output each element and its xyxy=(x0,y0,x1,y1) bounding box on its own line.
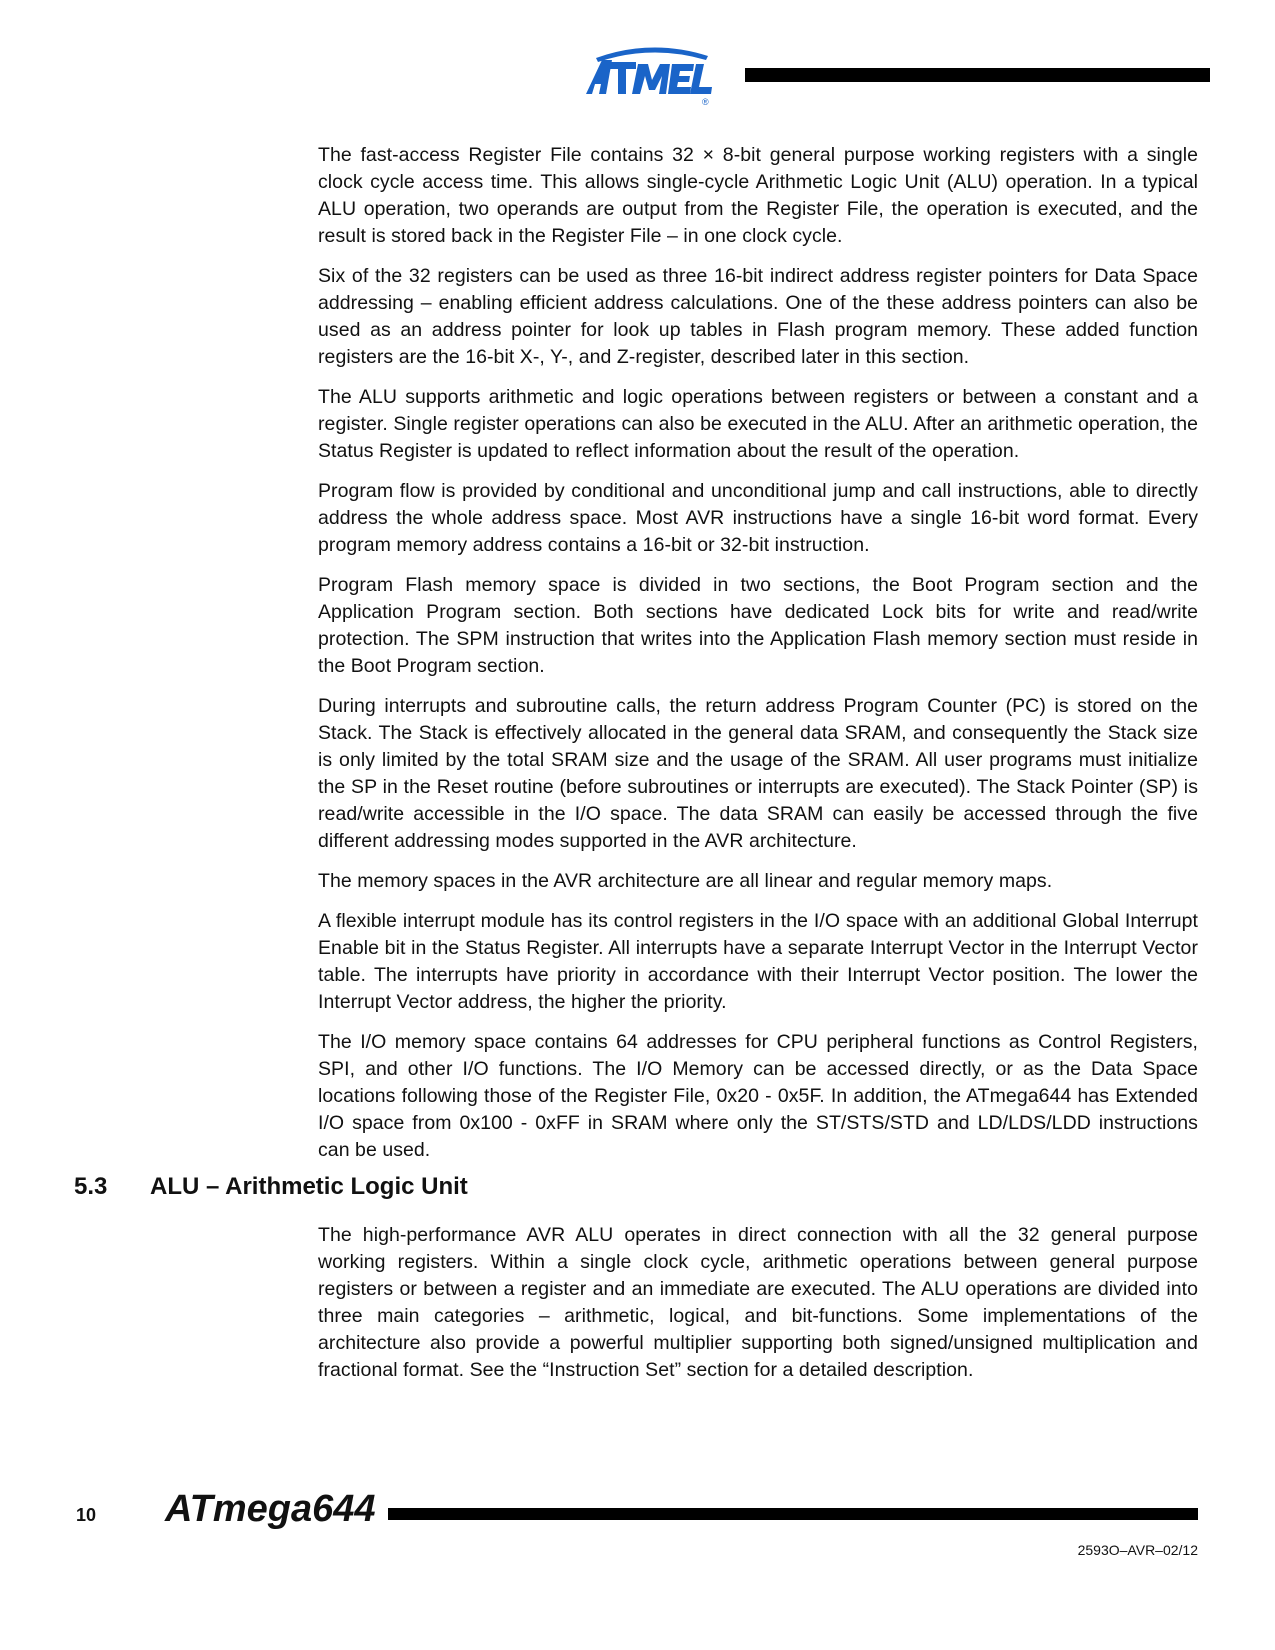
section-title: ALU – Arithmetic Logic Unit xyxy=(150,1173,468,1200)
paragraph: The memory spaces in the AVR architecture are all linear and regular memory maps. xyxy=(318,870,1053,892)
paragraph: The ALU supports arithmetic and logic operations between registers or between a constant and a register. Single register operations can also be executed in the ALU. After an arithmetic operation, the Status Register is updated to reflect information about the result of the operation. xyxy=(318,386,1198,462)
page-number: 10 xyxy=(76,1505,97,1525)
registered-mark: ® xyxy=(702,97,709,106)
section-heading xyxy=(74,1173,468,1201)
paragraph: Program flow is provided by conditional and unconditional jump and call instructions, able to directly address the whole address space. Most AVR instructions have a single 16-bit word format. Every program memory address contains a 16-bit or 32-bit instruction. xyxy=(318,480,1198,556)
document-code: 2593O–AVR–02/12 xyxy=(1077,1542,1198,1558)
paragraph: Program Flash memory space is divided in two sections, the Boot Program section and the Application Program section. Both sections have dedicated Lock bits for write and read/write protection. The SPM instruction that writes into the Application Flash memory section must reside in the Boot Program section. xyxy=(318,574,1198,677)
header-rule xyxy=(745,68,1210,82)
atmel-logo xyxy=(582,44,722,106)
paragraph: The I/O memory space contains 64 addresses for CPU peripheral functions as Control Registers, SPI, and other I/O functions. The I/O Memory can be accessed directly, or as the Data Space locations following those of the Register File, 0x20 - 0x5F. In addition, the ATmega644 has Extended I/O space from 0x100 - 0xFF in SRAM where only the ST/STS/STD and LD/LDS/LDD instructions can be used. xyxy=(318,1031,1198,1161)
paragraph: Six of the 32 registers can be used as three 16-bit indirect address register pointers for Data Space addressing – enabling efficient address calculations. One of the these address pointers can also be used as an address pointer for look up tables in Flash program memory. These added function registers are the 16-bit X-, Y-, and Z-register, described later in this section. xyxy=(318,265,1198,368)
paragraph: The fast-access Register File contains 32 × 8-bit general purpose working registers with a single clock cycle access time. This allows single-cycle Arithmetic Logic Unit (ALU) operation. In a typical ALU operation, two operands are output from the Register File, the operation is executed, and the result is stored back in the Register File – in one clock cycle. xyxy=(318,144,1198,247)
paragraph: A flexible interrupt module has its control registers in the I/O space with an additional Global Interrupt Enable bit in the Status Register. All interrupts have a separate Interrupt Vector in the Interrupt Vector table. The interrupts have priority in accordance with their Interrupt Vector position. The lower the Interrupt Vector address, the higher the priority. xyxy=(318,910,1198,1013)
product-title: ATmega644 xyxy=(165,1488,376,1530)
section-number: 5.3 xyxy=(74,1173,108,1200)
paragraph: The high-performance AVR ALU operates in direct connection with all the 32 general purpose working registers. Within a single clock cycle, arithmetic operations between general purpose registers or between a register and an immediate are executed. The ALU operations are divided into three main categories – arithmetic, logical, and bit-functions. Some implementations of the architecture also provide a powerful multiplier supporting both signed/unsigned multiplication and fractional format. See the “Instruction Set” section for a detailed description. xyxy=(318,1224,1198,1381)
body-text xyxy=(318,142,1198,1177)
section-body xyxy=(318,1222,1198,1397)
footer-rule xyxy=(388,1508,1198,1520)
paragraph: During interrupts and subroutine calls, the return address Program Counter (PC) is stored on the Stack. The Stack is effectively allocated in the general data SRAM, and consequently the Stack size is only limited by the total SRAM size and the usage of the SRAM. All user programs must initialize the SP in the Reset routine (before subroutines or interrupts are executed). The Stack Pointer (SP) is read/write accessible in the I/O space. The data SRAM can easily be accessed through the five different addressing modes supported in the AVR architecture. xyxy=(318,695,1198,852)
